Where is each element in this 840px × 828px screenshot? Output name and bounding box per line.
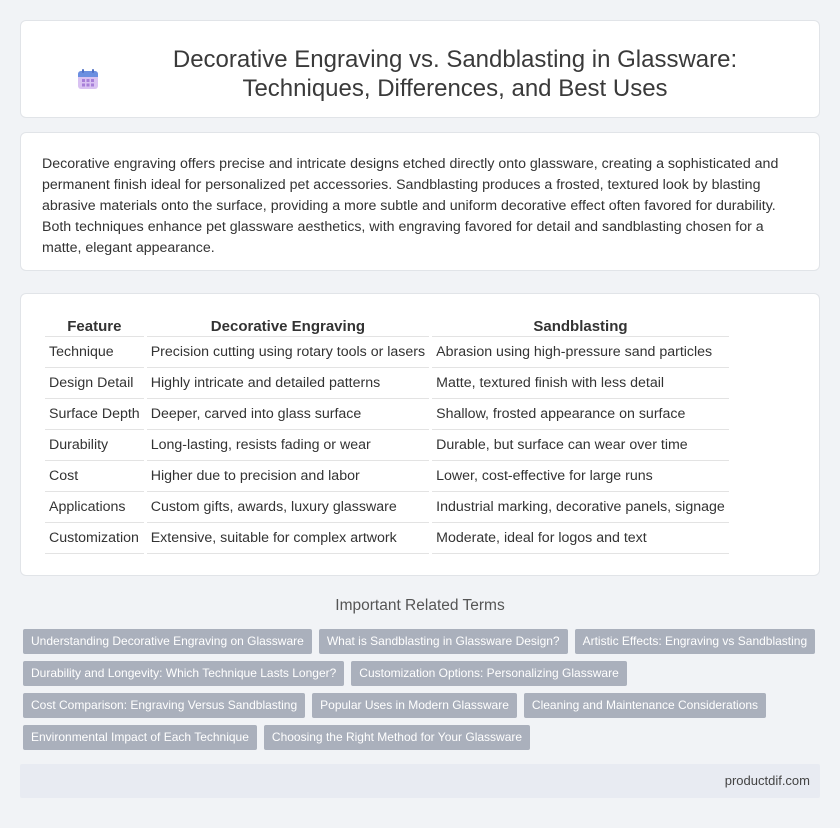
related-term-tag[interactable]: Artistic Effects: Engraving vs Sandblasting [575, 629, 816, 654]
related-term-tag[interactable]: Customization Options: Personalizing Glassware [351, 661, 626, 686]
comparison-table-card [20, 293, 820, 576]
table-cell: Highly intricate and detailed patterns [147, 368, 429, 399]
table-cell: Cost [45, 461, 144, 492]
related-term-tag[interactable]: Cleaning and Maintenance Considerations [524, 693, 766, 718]
footer [20, 764, 820, 798]
related-terms-heading: Important Related Terms [335, 597, 505, 614]
table-row [45, 336, 729, 368]
calendar-icon [77, 68, 99, 90]
tag-row [23, 661, 823, 686]
column-header-sandblasting: Sandblasting [533, 318, 628, 335]
related-term-tag[interactable]: Cost Comparison: Engraving Versus Sandblasting [23, 693, 305, 718]
table-cell: Matte, textured finish with less detail [432, 368, 729, 399]
column-header-engraving: Decorative Engraving [210, 318, 366, 335]
page-title: Decorative Engraving vs. Sandblasting in Glassware: Techniques, Differences, and Best Uses [172, 46, 738, 102]
table-cell: Surface Depth [45, 399, 144, 430]
table-cell: Shallow, frosted appearance on surface [432, 399, 729, 430]
table-cell: Deeper, carved into glass surface [147, 399, 429, 430]
related-term-tag[interactable]: What is Sandblasting in Glassware Design? [319, 629, 568, 654]
table-cell: Design Detail [45, 368, 144, 399]
footer-site-link[interactable]: productdif.com [724, 773, 810, 788]
table-cell: Custom gifts, awards, luxury glassware [147, 492, 429, 523]
table-cell: Durable, but surface can wear over time [432, 430, 729, 461]
table-cell: Industrial marking, decorative panels, signage [432, 492, 729, 523]
intro-paragraph: Decorative engraving offers precise and intricate designs etched directly onto glassware, creating a sophisticated and permanent finish ideal for personalized pet accessories. Sandblasting produces a frosted, textured look by blasting abrasive materials onto the surface, providing a more subtle and uniform decorative effect often favored for durability. Both techniques enhance pet glassware aesthetics, with engraving favored for detail and sandblasting chosen for a matte, elegant appearance. [42, 156, 779, 256]
related-term-tag[interactable]: Durability and Longevity: Which Technique Lasts Longer? [23, 661, 344, 686]
related-term-tag[interactable]: Environmental Impact of Each Technique [23, 725, 257, 750]
table-row [45, 461, 729, 492]
comparison-table [42, 316, 732, 554]
title-card [20, 20, 820, 118]
related-term-tag[interactable]: Popular Uses in Modern Glassware [312, 693, 517, 718]
related-term-tag[interactable]: Choosing the Right Method for Your Glassware [264, 725, 530, 750]
table-row [45, 430, 729, 461]
table-cell: Precision cutting using rotary tools or lasers [147, 336, 429, 368]
tag-row [23, 693, 823, 718]
table-cell: Lower, cost-effective for large runs [432, 461, 729, 492]
tag-row [23, 629, 823, 654]
intro-card [20, 132, 820, 271]
table-cell: Moderate, ideal for logos and text [432, 523, 729, 554]
table-cell: Applications [45, 492, 144, 523]
table-row [45, 492, 729, 523]
related-terms-tags [23, 629, 823, 757]
table-row [45, 523, 729, 554]
table-cell: Long-lasting, resists fading or wear [147, 430, 429, 461]
table-cell: Abrasion using high-pressure sand particles [432, 336, 729, 368]
table-header-row [45, 316, 729, 336]
tag-row [23, 725, 823, 750]
table-cell: Durability [45, 430, 144, 461]
table-cell: Technique [45, 336, 144, 368]
column-header-feature: Feature [67, 318, 122, 335]
table-cell: Customization [45, 523, 144, 554]
related-term-tag[interactable]: Understanding Decorative Engraving on Glassware [23, 629, 312, 654]
table-row [45, 399, 729, 430]
table-cell: Extensive, suitable for complex artwork [147, 523, 429, 554]
table-row [45, 368, 729, 399]
table-cell: Higher due to precision and labor [147, 461, 429, 492]
